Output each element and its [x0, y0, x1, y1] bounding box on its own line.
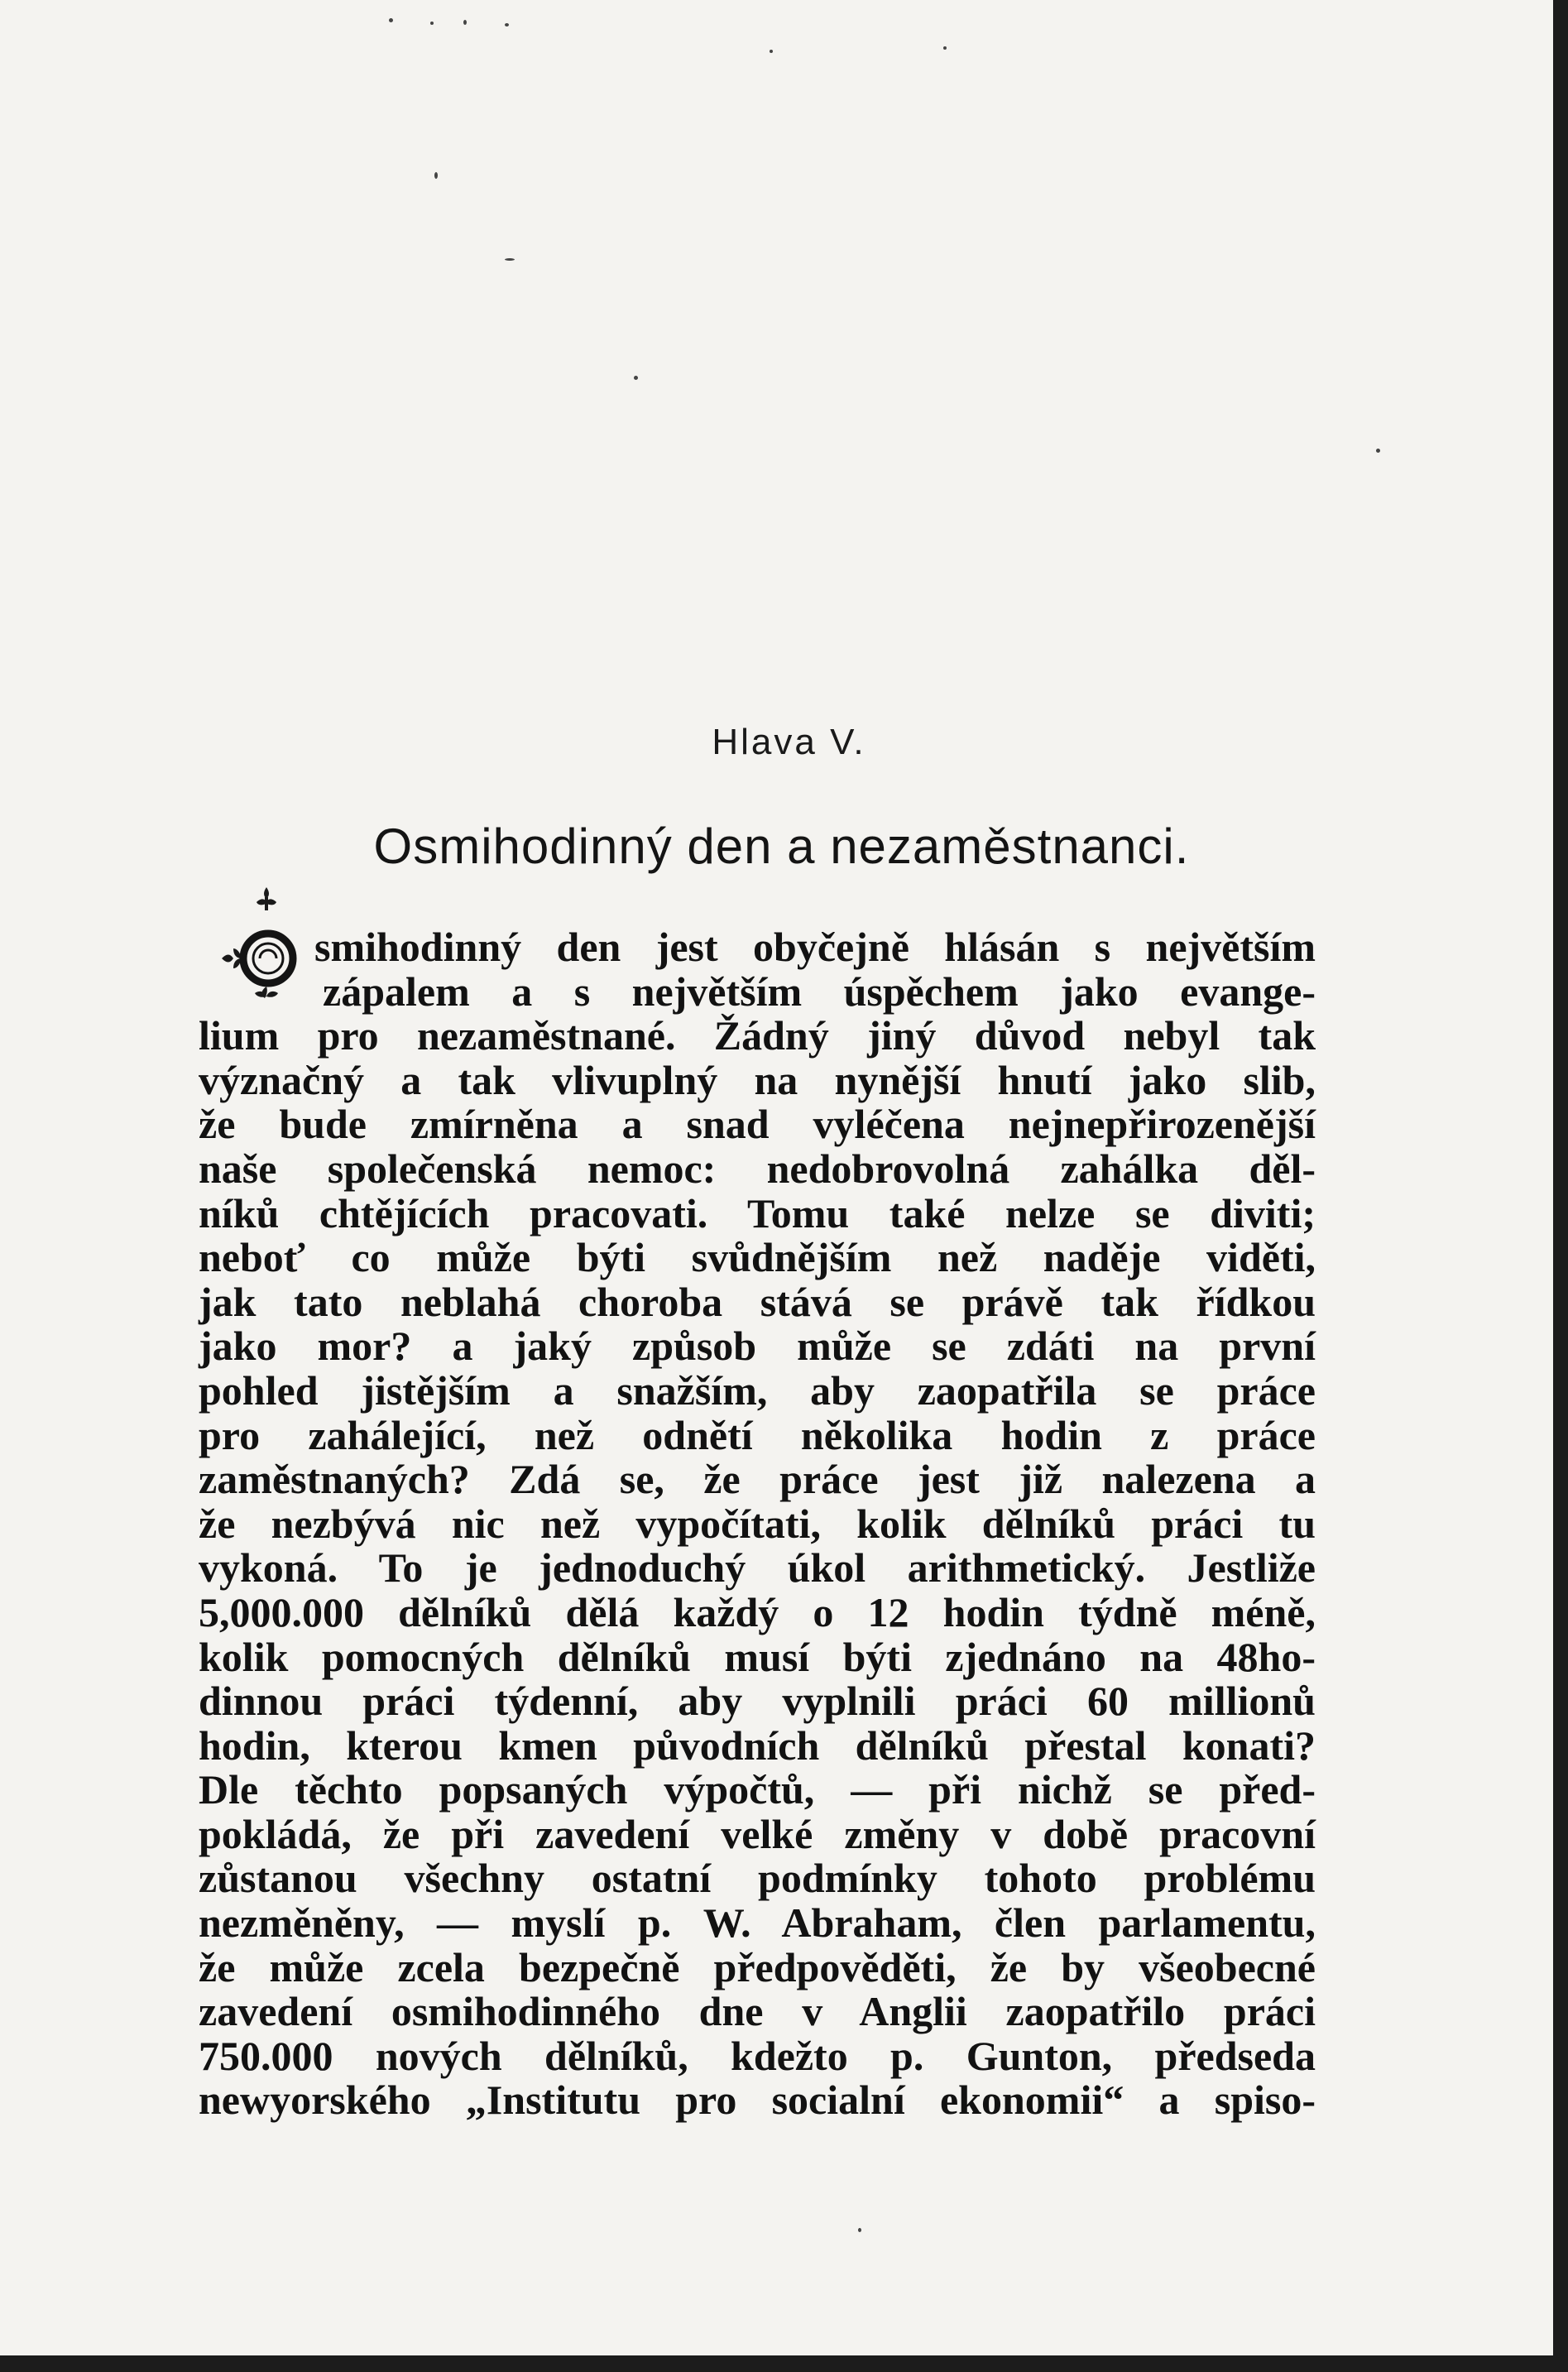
text-line: pokládá, že při zavedení velké změny v době pracovní [199, 1810, 1316, 1857]
text-line: hodin, kterou kmen původních dělníků přestal konati? [199, 1721, 1316, 1769]
text-line: 750.000 nových dělníků, kdežto p. Gunton, předseda [199, 2032, 1316, 2079]
text-line: smihodinný den jest obyčejně hlásán s největším [314, 924, 1316, 970]
scan-border-right [1553, 0, 1568, 2372]
text-line: dinnou práci týdenní, aby vyplnili práci 60 millionů [199, 1678, 1316, 1725]
text-line: zavedení osmihodinného dne v Anglii zaopatřilo práci [199, 1988, 1316, 2035]
text-line: lium pro nezaměstnané. Žádný jiný důvod nebyl tak [199, 1012, 1316, 1059]
scan-speck [1376, 449, 1380, 453]
scan-speck [505, 258, 515, 261]
text-line: že nezbývá nic než vypočítati, kolik dělníků práci tu [199, 1500, 1316, 1547]
text-line: nezměněny, — myslí p. W. Abraham, člen parlamentu, [199, 1899, 1316, 1947]
text-line: jako mor? a jaký způsob může se zdáti na první [199, 1323, 1316, 1370]
text-line: zůstanou všechny ostatní podmínky tohoto problému [199, 1855, 1316, 1902]
scan-speck [434, 172, 438, 179]
text-line: že bude zmírněna a snad vyléčena nejnepřirozenější [199, 1101, 1316, 1148]
scan-speck [389, 18, 393, 22]
text-line: neboť co může býti svůdnějším než naděje viděti, [199, 1234, 1316, 1281]
text-line: jak tato neblahá choroba stává se právě tak řídkou [199, 1278, 1316, 1325]
text-line: význačný a tak vlivuplný na nynější hnutí jako slib, [199, 1056, 1316, 1103]
text-line: newyorského „Institutu pro socialní ekonomii“ a spiso- [199, 2077, 1316, 2124]
text-line: Dle těchto popsaných výpočtů, — při nichž se před- [199, 1766, 1316, 1813]
text-line: že může zcela bezpečně předpověděti, že by všeobecné [199, 1943, 1316, 1990]
text-line: vykoná. To je jednoduchý úkol arithmetický. Jestliže [199, 1544, 1316, 1592]
text-line: zápalem a s největším úspěchem jako evange- [323, 968, 1316, 1015]
scan-speck [463, 20, 467, 25]
text-line: níků chtějících pracovati. Tomu také nelze se diviti; [199, 1189, 1316, 1236]
chapter-label: Hlava V. [712, 722, 866, 762]
text-line: zaměstnaných? Zdá se, že práce jest již nalezena a [199, 1456, 1316, 1503]
text-line: pro zahálející, než odnětí několika hodin z práce [199, 1411, 1316, 1458]
text-line: 5,000.000 dělníků dělá každý o 12 hodin týdně méně, [199, 1588, 1316, 1635]
scan-border-bottom [0, 2355, 1568, 2372]
scan-speck [634, 376, 638, 380]
scan-speck [943, 46, 947, 50]
body-paragraph [199, 925, 1316, 2123]
scan-speck [430, 22, 434, 25]
scan-speck [505, 23, 509, 26]
scan-speck [858, 2228, 861, 2232]
chapter-title: Osmihodinný den a nezaměstnanci. [373, 819, 1190, 874]
text-line: pohled jistějším a snažším, aby zaopatřila se práce [199, 1366, 1316, 1414]
scan-speck [770, 50, 773, 53]
text-line: kolik pomocných dělníků musí býti zjednáno na 48ho- [199, 1633, 1316, 1680]
text-line: naše společenská nemoc: nedobrovolná zahálka děl- [199, 1145, 1316, 1192]
